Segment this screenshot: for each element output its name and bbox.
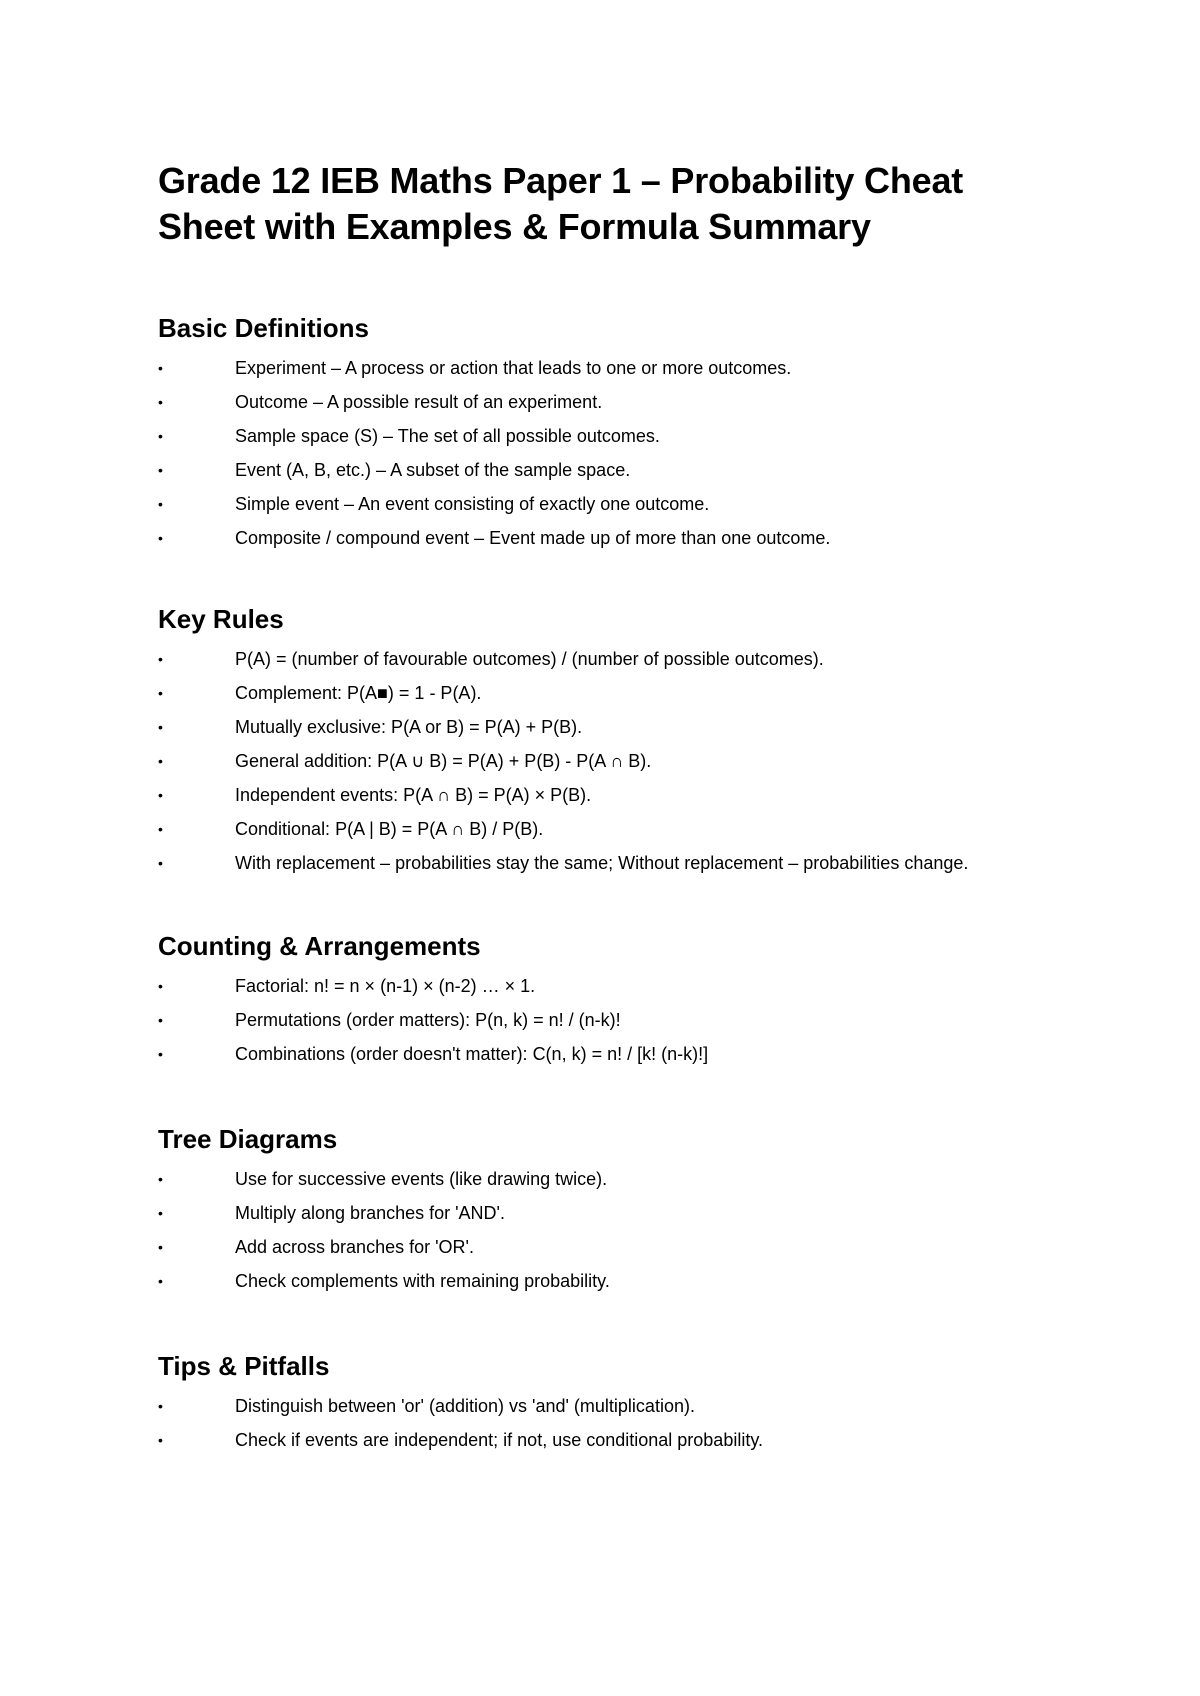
list-item: • Outcome – A possible result of an experiment. xyxy=(158,390,995,415)
tips-pitfalls-list xyxy=(158,1394,1008,1453)
bullet-icon: • xyxy=(158,530,163,546)
list-item: • Use for successive events (like drawing twice). xyxy=(158,1167,995,1192)
bullet-icon: • xyxy=(158,1273,163,1289)
list-item: • Complement: P(A■) = 1 - P(A). xyxy=(158,681,995,706)
bullet-icon: • xyxy=(158,719,163,735)
list-item: • Conditional: P(A | B) = P(A ∩ B) / P(B). xyxy=(158,817,995,842)
bullet-icon: • xyxy=(158,855,163,871)
list-item: • P(A) = (number of favourable outcomes) / (number of possible outcomes). xyxy=(158,647,995,672)
list-item: • Composite / compound event – Event made up of more than one outcome. xyxy=(158,526,995,551)
list-item: • Mutually exclusive: P(A or B) = P(A) + P(B). xyxy=(158,715,995,740)
counting-arrangements-list xyxy=(158,974,1008,1067)
bullet-icon: • xyxy=(158,1432,163,1448)
bullet-icon: • xyxy=(158,462,163,478)
section-heading-key-rules: Key Rules xyxy=(158,604,284,634)
list-item: • Event (A, B, etc.) – A subset of the sample space. xyxy=(158,458,995,483)
list-item: • Combinations (order doesn't matter): C(n, k) = n! / [k! (n-k)!] xyxy=(158,1042,995,1067)
key-rules-list xyxy=(158,647,1008,876)
bullet-icon: • xyxy=(158,978,163,994)
bullet-icon: • xyxy=(158,496,163,512)
document-page xyxy=(158,158,1008,1509)
tree-diagrams-list xyxy=(158,1167,1008,1294)
list-item: • Distinguish between 'or' (addition) vs 'and' (multiplication). xyxy=(158,1394,995,1419)
list-item: • Experiment – A process or action that leads to one or more outcomes. xyxy=(158,356,995,381)
bullet-icon: • xyxy=(158,1398,163,1414)
bullet-icon: • xyxy=(158,1171,163,1187)
section-heading-counting-arrangements: Counting & Arrangements xyxy=(158,931,481,961)
section-heading-tree-diagrams: Tree Diagrams xyxy=(158,1124,338,1154)
list-item: • Simple event – An event consisting of exactly one outcome. xyxy=(158,492,995,517)
list-item: • Sample space (S) – The set of all possible outcomes. xyxy=(158,424,995,449)
bullet-icon: • xyxy=(158,1205,163,1221)
bullet-icon: • xyxy=(158,1012,163,1028)
list-item: • Check if events are independent; if not, use conditional probability. xyxy=(158,1428,995,1453)
bullet-icon: • xyxy=(158,753,163,769)
list-item: • Check complements with remaining probability. xyxy=(158,1269,995,1294)
section-heading-basic-definitions: Basic Definitions xyxy=(158,313,369,343)
bullet-icon: • xyxy=(158,1239,163,1255)
bullet-icon: • xyxy=(158,1046,163,1062)
bullet-icon: • xyxy=(158,787,163,803)
bullet-icon: • xyxy=(158,360,163,376)
bullet-icon: • xyxy=(158,685,163,701)
list-item: • Independent events: P(A ∩ B) = P(A) × P(B). xyxy=(158,783,995,808)
section-heading-tips-pitfalls: Tips & Pitfalls xyxy=(158,1351,330,1381)
list-item: • Permutations (order matters): P(n, k) = n! / (n-k)! xyxy=(158,1008,995,1033)
list-item: • Multiply along branches for 'AND'. xyxy=(158,1201,995,1226)
bullet-icon: • xyxy=(158,394,163,410)
bullet-icon: • xyxy=(158,821,163,837)
page-title: Grade 12 IEB Maths Paper 1 – Probability Cheat Sheet with Examples & Formula Summary xyxy=(158,160,964,247)
list-item: • General addition: P(A ∪ B) = P(A) + P(B) - P(A ∩ B). xyxy=(158,749,995,774)
list-item: • Add across branches for 'OR'. xyxy=(158,1235,995,1260)
basic-definitions-list xyxy=(158,356,1008,551)
bullet-icon: • xyxy=(158,428,163,444)
bullet-icon: • xyxy=(158,651,163,667)
list-item: • Factorial: n! = n × (n-1) × (n-2) … × 1. xyxy=(158,974,995,999)
list-item: • With replacement – probabilities stay the same; Without replacement – probabilities change. xyxy=(158,851,995,876)
